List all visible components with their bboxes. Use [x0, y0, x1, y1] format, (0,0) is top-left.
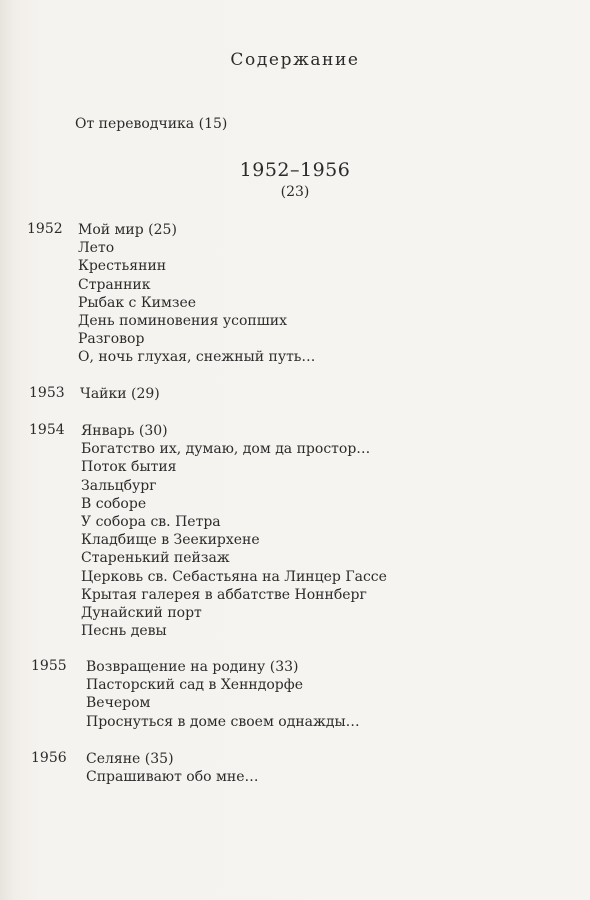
- poem-entry: Богатство их, думаю, дом да простор…: [81, 441, 371, 458]
- poem-entry: Крытая галерея в аббатстве Ноннберг: [81, 586, 367, 603]
- poem-entry: Песнь девы: [81, 623, 167, 640]
- poem-entry: Кладбище в Зеекирхене: [81, 532, 260, 549]
- poem-entry: Зальцбург: [81, 477, 157, 494]
- year-label: 1953: [29, 385, 65, 401]
- poem-list: [86, 658, 360, 731]
- poem-entry: Возвращение на родину (33): [86, 659, 299, 675]
- poem-entry: У собора св. Петра: [81, 513, 221, 530]
- poem-list: [78, 221, 315, 367]
- poem-list: [80, 385, 160, 403]
- contents-heading: Содержание: [230, 50, 360, 70]
- poem-entry: Странник: [78, 276, 151, 293]
- poem-entry: Дунайский порт: [81, 604, 202, 621]
- poem-entry: Мой мир (25): [78, 222, 177, 238]
- poem-entry: Спрашивают обо мне…: [86, 769, 259, 786]
- year-label: 1954: [29, 422, 65, 438]
- poem-entry: Январь (30): [81, 423, 168, 439]
- section-title: 1952–1956: [239, 159, 351, 181]
- poem-entry: Крестьянин: [78, 258, 167, 275]
- poem-entry: Селяне (35): [86, 751, 174, 767]
- poem-entry: В соборе: [81, 495, 147, 512]
- poem-entry: Рыбак с Кимзее: [78, 294, 197, 311]
- poem-entry: Чайки (29): [80, 386, 160, 402]
- poem-entry: Вечером: [86, 695, 151, 712]
- poem-entry: Старенький пейзаж: [81, 550, 230, 567]
- preface-entry: От переводчика (15): [75, 116, 228, 132]
- poem-entry: Церковь св. Себастьяна на Линцер Гассе: [81, 568, 387, 585]
- year-label: 1955: [31, 658, 67, 674]
- poem-list: [81, 422, 387, 640]
- poem-entry: Пасторский сад в Хенндорфе: [86, 677, 303, 694]
- poem-entry: Проснуться в доме своем однажды…: [86, 713, 360, 730]
- poem-list: [86, 750, 259, 786]
- poem-entry: Лето: [78, 240, 115, 257]
- poem-entry: О, ночь глухая, снежный путь…: [78, 349, 316, 366]
- poem-entry: День поминовения усопших: [78, 312, 288, 329]
- poem-entry: Поток бытия: [81, 459, 177, 476]
- poem-entry: Разговор: [78, 331, 145, 348]
- section-page-number: (23): [280, 184, 310, 200]
- year-label: 1952: [27, 221, 63, 237]
- year-label: 1956: [31, 750, 67, 766]
